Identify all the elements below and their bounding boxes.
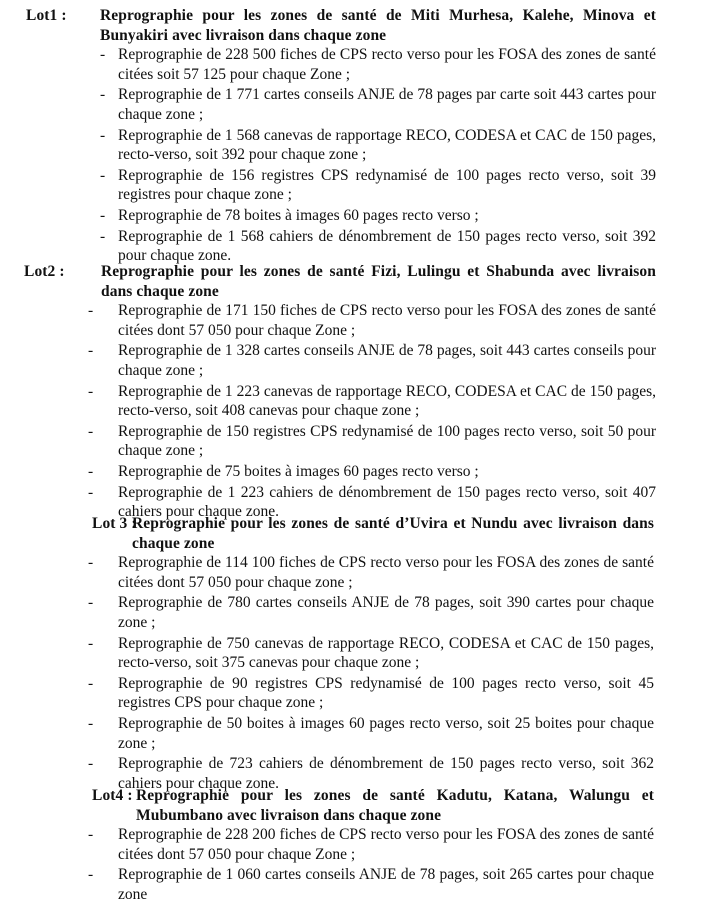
list-item [88, 714, 654, 754]
bullet-dash: - [88, 674, 94, 692]
bullet-dash: - [88, 866, 94, 884]
list-item-text: Reprographie de 780 cartes conseils ANJE de 78 pages, soit 390 cartes pour chaque zone ; [118, 594, 654, 631]
bullet-dash: - [88, 634, 94, 652]
lot-2-label: Lot2 : [24, 263, 65, 280]
bullet-dash: - [88, 826, 94, 844]
list-item [88, 422, 656, 462]
list-item [100, 126, 656, 166]
list-item [88, 825, 654, 865]
bullet-dash: - [88, 594, 94, 612]
bullet-dash: - [100, 46, 106, 64]
list-item-text: Reprographie de 228 500 fiches de CPS recto verso pour les FOSA des zones de santé citées soit 57 125 pour chaque Zone ; [118, 46, 656, 83]
list-item-text: Reprographie de 723 cahiers de dénombrement de 150 pages recto verso, soit 362 cahiers pour chaque zone. [118, 755, 654, 792]
list-item [100, 227, 656, 267]
list-item-text: Reprographie de 114 100 fiches de CPS recto verso pour les FOSA des zones de santé citées dont 57 050 pour chaque zone ; [118, 554, 654, 591]
bullet-dash: - [88, 554, 94, 572]
list-item [88, 634, 654, 674]
list-item-text: Reprographie de 171 150 fiches de CPS recto verso pour les FOSA des zones de santé citées dont 57 050 pour chaque Zone ; [118, 302, 656, 339]
bullet-dash: - [100, 227, 106, 245]
list-item [100, 85, 656, 125]
list-item-text: Reprographie de 50 boites à images 60 pages recto verso, soit 25 boites pour chaque zone ; [118, 714, 654, 752]
bullet-dash: - [100, 206, 106, 224]
list-item-text: Reprographie de 90 registres CPS redynamisé de 100 pages recto verso, soit 45 registres CPS pour chaque zone ; [118, 674, 654, 712]
list-item-text: Reprographie de 1 328 cartes conseils ANJE de 78 pages, soit 443 cartes conseils pour chaque zone ; [118, 342, 656, 379]
list-item [88, 674, 654, 714]
lot-2-items [24, 301, 656, 523]
lot-4-title: Reprographie pour les zones de santé Kadutu, Katana, Walungu et Mubumbano avec livraison dans chaque zone [136, 787, 654, 824]
lot-3-section [88, 514, 654, 794]
bullet-dash: - [100, 166, 106, 184]
list-item-text: Reprographie de 1 568 canevas de rapportage RECO, CODESA et CAC de 150 pages, recto-verso, soit 392 pour chaque zone ; [118, 126, 656, 164]
bullet-dash: - [100, 86, 106, 104]
list-item-text: Reprographie de 75 boites à images 60 pages recto verso ; [118, 462, 479, 480]
lot-4-label: Lot4 : [92, 787, 133, 804]
list-item-text: Reprographie de 1 568 cahiers de dénombrement de 150 pages recto verso, soit 392 pour chaque zone. [118, 227, 656, 265]
lot-4-items [88, 825, 654, 905]
list-item [100, 166, 656, 206]
list-item [88, 462, 656, 483]
bullet-dash: - [88, 382, 94, 400]
bullet-dash: - [88, 755, 94, 773]
list-item-text: Reprographie de 1 223 cahiers de dénombrement de 150 pages recto verso, soit 407 cahiers pour chaque zone. [118, 483, 656, 521]
list-item-text: Reprographie de 228 200 fiches de CPS recto verso pour les FOSA des zones de santé citées dont 57 050 pour chaque Zone ; [118, 826, 654, 863]
lot-1-items [26, 45, 656, 267]
lot-4-heading [92, 786, 654, 825]
list-item [88, 382, 656, 422]
list-item [88, 593, 654, 633]
lot-2-title: Reprographie pour les zones de santé Fizi, Lulingu et Shabunda avec livraison dans chaque zone [101, 263, 656, 300]
bullet-dash: - [100, 126, 106, 144]
list-item [88, 865, 654, 905]
bullet-dash: - [88, 342, 94, 360]
list-item [100, 45, 656, 85]
lot-4-section [88, 786, 654, 906]
list-item [88, 301, 656, 341]
lot-2-section [24, 262, 656, 523]
lot-1-heading [26, 6, 656, 45]
bullet-dash: - [88, 302, 94, 320]
lot-3-heading [92, 514, 654, 553]
lot-1-title: Reprographie pour les zones de santé de Miti Murhesa, Kalehe, Minova et Bunyakiri avec livraison dans chaque zone [100, 7, 656, 44]
lot-2-heading [24, 262, 656, 301]
lot-1-section [26, 6, 656, 267]
lot-3-label: Lot 3 : [92, 515, 137, 532]
bullet-dash: - [88, 462, 94, 480]
list-item-text: Reprographie de 1 223 canevas de rapportage RECO, CODESA et CAC de 150 pages, recto-verso, soit 408 canevas pour chaque zone ; [118, 382, 656, 420]
bullet-dash: - [88, 483, 94, 501]
list-item-text: Reprographie de 150 registres CPS redynamisé de 100 pages recto verso, soit 50 pour chaque zone ; [118, 422, 656, 460]
list-item-text: Reprographie de 1 060 cartes conseils ANJE de 78 pages, soit 265 cartes pour chaque zone [118, 866, 654, 903]
lot-3-items [88, 553, 654, 794]
list-item-text: Reprographie de 78 boites à images 60 pages recto verso ; [118, 206, 479, 224]
lot-3-title: Reprographie pour les zones de santé d’Uvira et Nundu avec livraison dans chaque zone [132, 515, 654, 552]
bullet-dash: - [88, 714, 94, 732]
list-item-text: Reprographie de 750 canevas de rapportage RECO, CODESA et CAC de 150 pages, recto-verso, soit 375 canevas pour chaque zone ; [118, 634, 654, 672]
list-item-text: Reprographie de 1 771 cartes conseils ANJE de 78 pages par carte soit 443 cartes pour chaque zone ; [118, 86, 656, 123]
lot-1-label: Lot1 : [26, 7, 67, 24]
list-item [88, 553, 654, 593]
list-item [100, 206, 656, 227]
list-item-text: Reprographie de 156 registres CPS redynamisé de 100 pages recto verso, soit 39 registres pour chaque zone ; [118, 166, 656, 204]
bullet-dash: - [88, 422, 94, 440]
list-item [88, 341, 656, 381]
